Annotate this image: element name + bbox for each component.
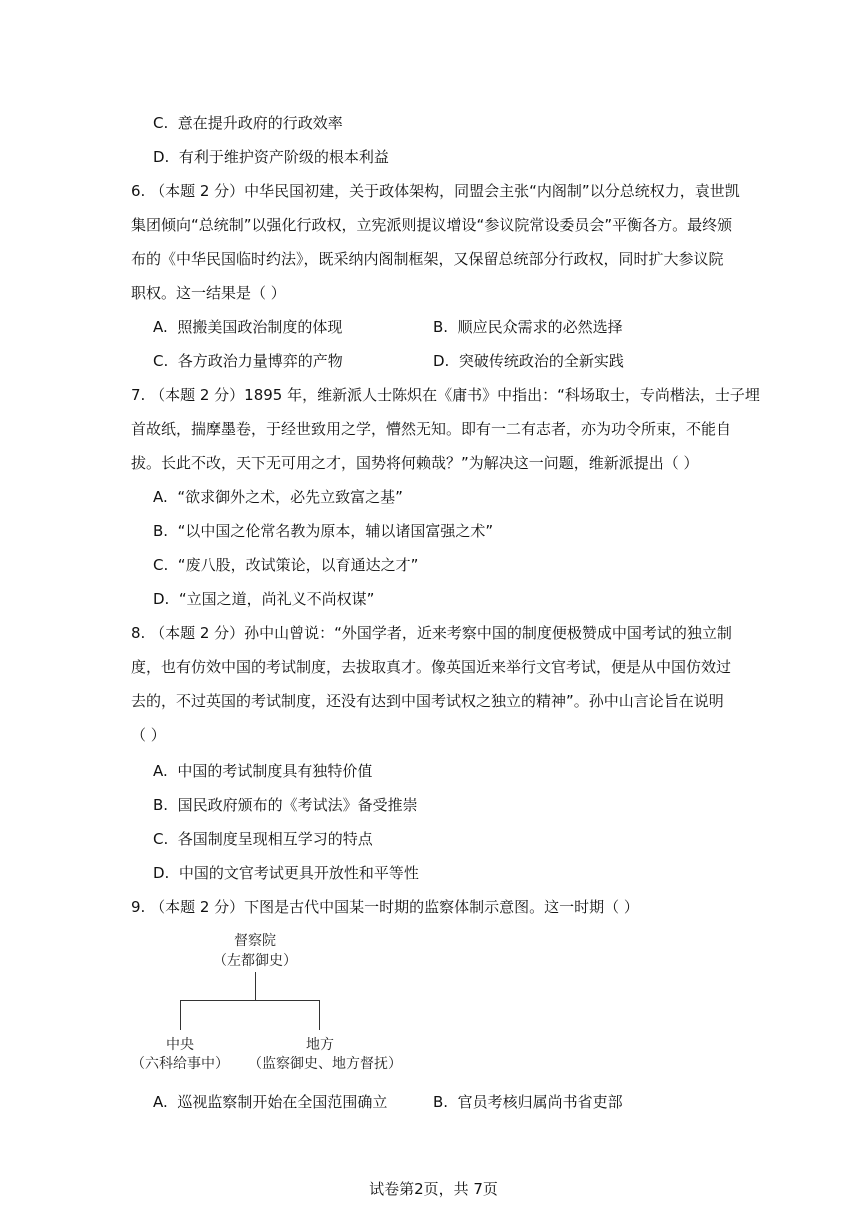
q6-option-b: B. 顺应民众需求的必然选择 [433,318,623,336]
diagram-left-name: 中央 [166,1037,194,1053]
diagram-left-line [180,1000,181,1030]
q8-option-d: D. 中国的文官考试更具开放性和平等性 [153,864,419,882]
q7-stem-line-3: 拔。长此不改，天下无可用之才，国势将何赖哉？”为解决这一问题，维新派提出（ ） [131,454,699,472]
diagram-right-line [319,1000,320,1030]
diagram-right-sub: （监察御史、地方督抚） [248,1056,402,1072]
q9-option-b: B. 官员考核归属尚书省吏部 [433,1093,623,1111]
q6-stem-line-2: 集团倾向“总统制”以强化行政权，立宪派则提议增设“参议院常设委员会”平衡各方。最终颁 [131,216,733,234]
q7-stem-line-2: 首故纸，揣摩墨卷，于经世致用之学，懵然无知。即有一二有志者，亦为功令所束，不能自 [131,420,732,438]
q7-option-a: A. “欲求御外之术，必先立致富之基” [153,488,403,506]
page-footer: 试卷第2页，共 7页 [369,1180,498,1198]
q7-option-c: C. “废八股，改试策论，以育通达之才” [153,556,419,574]
q6-option-c: C. 各方政治力量博弈的产物 [153,352,343,370]
q7-stem-line-1: 7. （本题 2 分）1895 年，维新派人士陈炽在《庸书》中指出：“科场取士，专尚楷法，士子埋 [131,386,760,404]
q8-stem-line-4: （ ） [131,726,166,744]
q7-option-d: D. “立国之道，尚礼义不尚权谋” [153,590,375,608]
q6-stem-line-4: 职权。这一结果是（ ） [131,284,286,302]
q5-option-c: C. 意在提升政府的行政效率 [153,114,343,132]
q8-option-b: B. 国民政府颁布的《考试法》备受推崇 [153,796,418,814]
q8-stem-line-1: 8. （本题 2 分）孙中山曾说：“外国学者，近来考察中国的制度便极赞成中国考试的独立制 [131,624,732,642]
q6-stem-line-3: 布的《中华民国临时约法》，既采纳内阁制框架，又保留总统部分行政权，同时扩大参议院 [131,250,724,268]
diagram-stem-line [255,972,256,1000]
diagram-top-name: 督察院 [234,933,276,949]
q6-stem-line-1: 6. （本题 2 分）中华民国初建，关于政体架构，同盟会主张“内阁制”以分总统权力，袁世凯 [131,182,740,200]
q8-stem-line-2: 度，也有仿效中国的考试制度，去拔取真才。像英国近来举行文官考试，便是从中国仿效过 [131,658,732,676]
diagram-top-sub: （左都御史） [213,953,297,969]
diagram-right-name: 地方 [306,1037,334,1053]
diagram-left-sub: （六科给事中） [131,1056,229,1072]
diagram-branch-line [180,1000,320,1001]
q8-option-a: A. 中国的考试制度具有独特价值 [153,762,373,780]
q9-stem: 9. （本题 2 分）下图是古代中国某一时期的监察体制示意图。这一时期（ ） [131,898,639,916]
supervision-system-diagram [130,930,410,1075]
q6-option-d: D. 突破传统政治的全新实践 [433,352,624,370]
q6-option-a: A. 照搬美国政治制度的体现 [153,318,343,336]
q5-option-d: D. 有利于维护资产阶级的根本利益 [153,148,389,166]
q8-option-c: C. 各国制度呈现相互学习的特点 [153,830,373,848]
q8-stem-line-3: 去的，不过英国的考试制度，还没有达到中国考试权之独立的精神”。孙中山言论旨在说明 [131,692,724,710]
q9-option-a: A. 巡视监察制开始在全国范围确立 [153,1093,388,1111]
q7-option-b: B. “以中国之伦常名教为原本，辅以诸国富强之术” [153,522,494,540]
